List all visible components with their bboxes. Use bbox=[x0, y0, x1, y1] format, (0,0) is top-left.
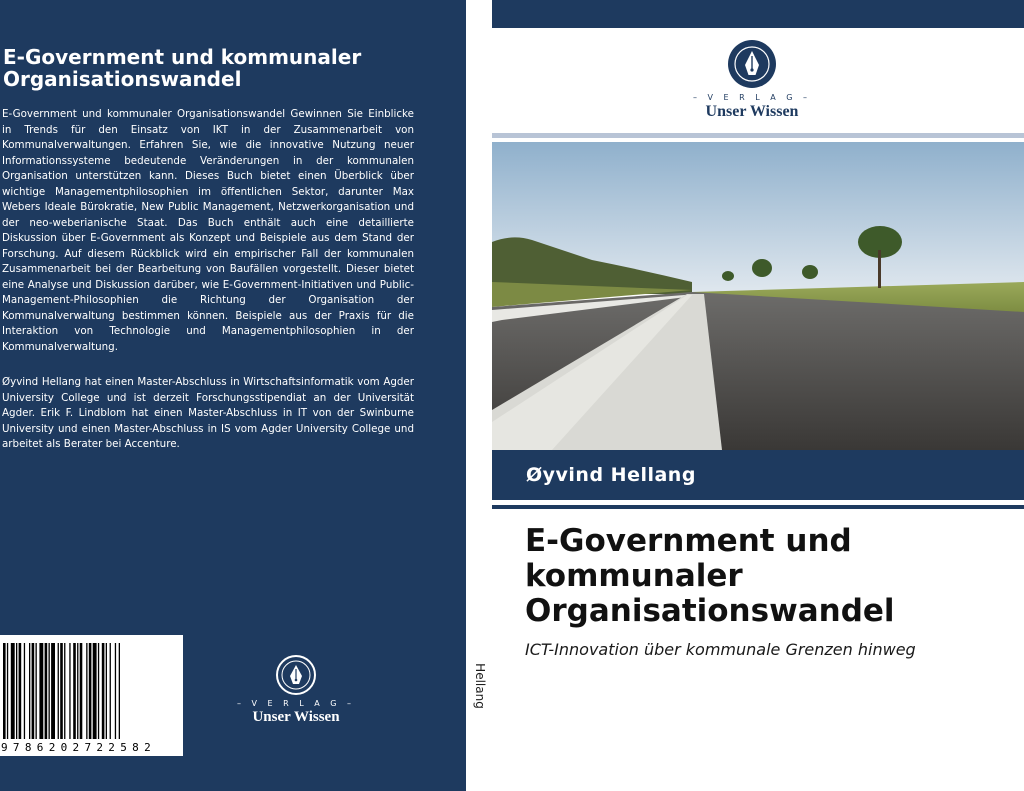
barcode-bar bbox=[102, 643, 105, 739]
barcode-bar bbox=[80, 643, 83, 739]
front-author-name: Øyvind Hellang bbox=[526, 464, 696, 486]
barcode-bar bbox=[32, 643, 35, 739]
barcode-bar bbox=[89, 643, 92, 739]
back-cover-title: E-Government und kommunaler Organisationswandel bbox=[3, 45, 362, 91]
publisher-logo-back bbox=[236, 654, 356, 726]
barcode-bar bbox=[24, 643, 25, 739]
front-divider-dark bbox=[492, 505, 1024, 509]
front-cover-title: E-Government und kommunaler Organisationswandel bbox=[525, 523, 895, 629]
barcode-bar bbox=[58, 643, 59, 739]
front-divider-light bbox=[492, 133, 1024, 138]
barcode-digits: 9786202722582 bbox=[1, 741, 156, 754]
barcode-bar bbox=[110, 643, 111, 739]
barcode-bar bbox=[115, 643, 116, 739]
front-author-band bbox=[492, 450, 1024, 500]
barcode-bar bbox=[51, 643, 55, 739]
barcode-bar bbox=[49, 643, 50, 739]
fountain-pen-seal-icon bbox=[275, 654, 317, 696]
barcode-bar bbox=[77, 643, 78, 739]
isbn-barcode bbox=[0, 635, 183, 756]
barcode-bar bbox=[19, 643, 22, 739]
barcode-bar bbox=[3, 643, 6, 739]
front-cover-subtitle: ICT-Innovation über kommunale Grenzen hinweg bbox=[525, 640, 916, 659]
barcode-bar bbox=[119, 643, 120, 739]
cover-photo-road bbox=[492, 142, 1024, 450]
spine-author: Hellang bbox=[473, 663, 487, 709]
back-cover-description: E-Government und kommunaler Organisationswandel Gewinnen Sie Einblicke in Trends für den Einsatz von IKT in der Zusammenarbeit von Kommunalverwaltungen. Erfahren Sie, wie die innovative Nutzung neuer Informationssysteme bedeutende Veränderungen in der kommunalen Organisation unterstützen kann. Dieses Buch bietet einen Überblick über wichtige Managementphilosophien im öffentlichen Sektor, darunter Max Webers Ideale Bürokratie, New Public Management, Netzwerkorganisation und der neo-weberianische Staat. Das Buch enthält auch eine detaillierte Diskussion über E-Government als Konzept und Beispiele aus dem Stand der Forschung. Auf diesem Rückblick wird ein empirischer Fall der kommunalen Zusammenarbeit bei der Bearbeitung von Baufällen vorgestellt. Dieser bietet eine Analyse und Diskussion darüber, wie E-Government-Initiativen und Public-Management-Philosophien die Richtung der Organisation der Kommunalverwaltung bestimmen können. Beispiele aus der Praxis für die Interaktion von Technologie und Managementphilosophien in der Kommunalverwaltung. bbox=[2, 108, 414, 353]
publisher-logo-front bbox=[682, 38, 822, 121]
barcode-bar bbox=[16, 643, 17, 739]
back-cover bbox=[0, 0, 466, 791]
back-cover-author-bio: Øyvind Hellang hat einen Master-Abschluss in Wirtschaftsinformatik vom Agder University College und ist derzeit Forschungsstipendiat an der Universität Agder. Erik F. Lindblom hat einen Master-Abschluss in IT von der Swinburne University und einen Master-Abschluss in IS vom Agder University College und arbeitet als Berater bei Accenture. bbox=[2, 376, 414, 450]
barcode-bar bbox=[73, 643, 76, 739]
barcode-bars bbox=[0, 635, 183, 743]
barcode-bar bbox=[29, 643, 30, 739]
front-top-bar bbox=[492, 0, 1024, 28]
fountain-pen-seal-icon bbox=[726, 38, 778, 90]
barcode-bar bbox=[64, 643, 65, 739]
barcode-bar bbox=[11, 643, 15, 739]
publisher-verlag-label: – V E R L A G – bbox=[692, 93, 811, 102]
road-image bbox=[492, 142, 1024, 450]
barcode-bar bbox=[36, 643, 37, 739]
barcode-bar bbox=[60, 643, 63, 739]
publisher-name: Unser Wissen bbox=[252, 709, 340, 725]
barcode-bar bbox=[69, 643, 70, 739]
barcode-bar bbox=[98, 643, 99, 739]
barcode-bar bbox=[106, 643, 107, 739]
barcode-bar bbox=[7, 643, 8, 739]
publisher-name: Unser Wissen bbox=[705, 103, 799, 120]
barcode-bar bbox=[93, 643, 97, 739]
barcode-bar bbox=[39, 643, 43, 739]
barcode-bar bbox=[86, 643, 87, 739]
publisher-verlag-label: – V E R L A G – bbox=[236, 699, 355, 708]
barcode-bar bbox=[45, 643, 48, 739]
